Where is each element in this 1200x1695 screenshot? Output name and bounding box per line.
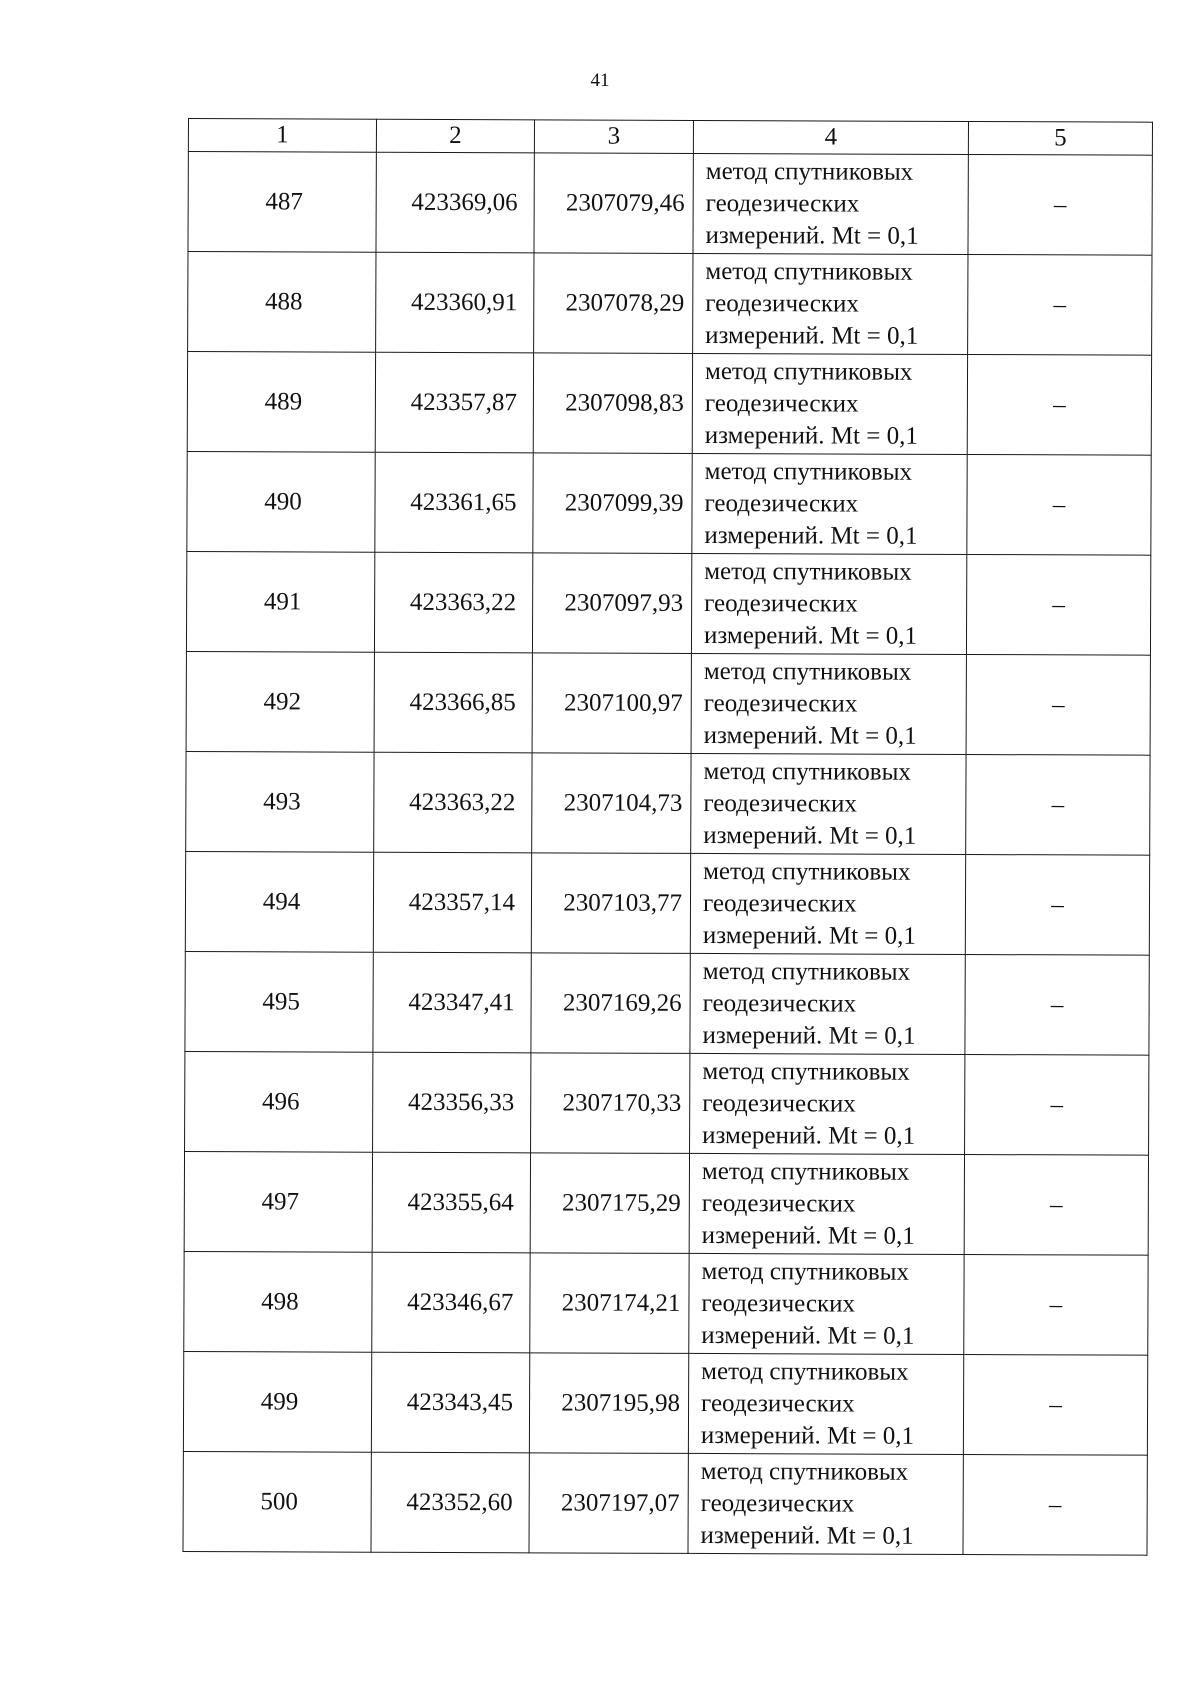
method-text-line: метод спутниковых [700, 1457, 909, 1486]
method-cell [688, 1353, 963, 1454]
x-coordinate-cell: 423360,91 [376, 252, 534, 353]
method-text-line: измерений. Mt = 0,1 [704, 521, 918, 550]
y-coordinate-cell: 2307097,93 [532, 553, 691, 654]
method-cell [690, 1053, 965, 1154]
column-header: 5 [968, 121, 1152, 155]
method-text-line: метод спутниковых [703, 757, 911, 786]
column-header: 4 [693, 120, 968, 154]
method-text-line: метод спутниковых [701, 1157, 910, 1186]
column-header: 1 [188, 119, 376, 153]
method-cell [691, 653, 966, 754]
method-text-line: измерений. Mt = 0,1 [703, 721, 917, 750]
table-row [185, 951, 1149, 1055]
x-coordinate-cell: 423357,14 [373, 852, 531, 953]
note-cell: – [963, 1354, 1147, 1455]
y-coordinate-cell: 2307197,07 [529, 1453, 688, 1554]
y-coordinate-cell: 2307175,29 [530, 1153, 689, 1254]
table-row [186, 551, 1150, 655]
point-number-cell: 500 [183, 1451, 371, 1552]
method-text-line: метод спутниковых [704, 457, 913, 486]
method-text-line: геодезических [701, 1189, 856, 1218]
method-text-line: измерений. Mt = 0,1 [704, 421, 918, 450]
point-number-cell: 487 [188, 152, 376, 253]
method-text-line: геодезических [703, 689, 858, 718]
method-text-line: метод спутниковых [704, 357, 913, 386]
note-cell: – [965, 1054, 1149, 1155]
note-cell: – [965, 854, 1149, 955]
method-text-line: геодезических [704, 489, 859, 518]
note-cell: – [965, 954, 1149, 1055]
method-text-line: метод спутниковых [703, 857, 911, 886]
note-cell: – [967, 454, 1151, 555]
point-number-cell: 489 [187, 352, 375, 453]
y-coordinate-cell: 2307079,46 [534, 153, 693, 254]
note-cell: – [966, 554, 1150, 655]
method-text-line: метод спутниковых [703, 657, 912, 686]
method-text-line: метод спутниковых [705, 257, 913, 286]
table-row [184, 1251, 1148, 1355]
method-cell [692, 353, 967, 454]
method-text-line: геодезических [704, 389, 859, 418]
method-text-line: измерений. Mt = 0,1 [700, 1421, 915, 1450]
x-coordinate-cell: 423366,85 [374, 652, 532, 753]
method-text-line: метод спутниковых [701, 1257, 910, 1286]
table-row [185, 1051, 1149, 1155]
point-number-cell: 495 [185, 951, 373, 1052]
y-coordinate-cell: 2307174,21 [530, 1253, 689, 1354]
table-body [183, 152, 1152, 1556]
y-coordinate-cell: 2307103,77 [531, 853, 690, 954]
x-coordinate-cell: 423363,22 [374, 752, 532, 853]
point-number-cell: 488 [188, 252, 376, 353]
method-cell [693, 253, 968, 354]
note-cell: – [966, 754, 1150, 855]
method-cell [690, 853, 965, 954]
method-text-line: измерений. Mt = 0,1 [702, 1121, 916, 1150]
method-text-line: геодезических [705, 189, 860, 218]
note-cell: – [964, 1154, 1148, 1255]
column-header: 3 [534, 120, 693, 154]
method-text-line: геодезических [700, 1489, 855, 1518]
method-text-line: геодезических [704, 589, 858, 618]
table-row [184, 1151, 1148, 1255]
x-coordinate-cell: 423361,65 [375, 452, 533, 553]
note-cell: – [968, 254, 1152, 355]
y-coordinate-cell: 2307098,83 [533, 353, 692, 454]
point-number-cell: 492 [186, 651, 374, 752]
table-row [185, 851, 1149, 955]
x-coordinate-cell: 423346,67 [372, 1252, 530, 1353]
method-text-line: измерений. Mt = 0,1 [700, 1521, 914, 1550]
x-coordinate-cell: 423357,87 [375, 352, 533, 453]
y-coordinate-cell: 2307078,29 [534, 253, 693, 354]
point-number-cell: 490 [187, 451, 375, 552]
method-text-line: измерений. Mt = 0,1 [703, 621, 918, 650]
note-cell: – [966, 654, 1150, 755]
point-number-cell: 496 [185, 1051, 373, 1152]
y-coordinate-cell: 2307100,97 [532, 653, 691, 754]
note-cell: – [964, 1254, 1148, 1355]
method-text-line: метод спутниковых [702, 1057, 910, 1086]
y-coordinate-cell: 2307099,39 [533, 453, 692, 554]
y-coordinate-cell: 2307104,73 [532, 753, 691, 854]
method-text-line: измерений. Mt = 0,1 [702, 921, 916, 950]
point-number-cell: 497 [184, 1151, 372, 1252]
method-cell [691, 553, 966, 654]
method-text-line: геодезических [702, 889, 857, 918]
note-cell: – [963, 1454, 1147, 1555]
method-text-line: метод спутниковых [704, 557, 912, 586]
method-text-line: измерений. Mt = 0,1 [705, 321, 919, 350]
method-cell [691, 753, 966, 854]
method-cell [690, 953, 965, 1054]
point-number-cell: 499 [183, 1351, 371, 1452]
point-number-cell: 493 [186, 751, 374, 852]
method-text-line: геодезических [701, 1389, 855, 1418]
column-header: 2 [376, 119, 534, 153]
table-row [188, 252, 1152, 356]
table-header-row [188, 119, 1152, 156]
x-coordinate-cell: 423356,33 [373, 1052, 531, 1153]
y-coordinate-cell: 2307170,33 [531, 1053, 690, 1154]
method-text-line: метод спутниковых [705, 157, 914, 186]
method-text-line: геодезических [705, 289, 859, 318]
coordinates-table [182, 118, 1152, 1556]
method-text-line: измерений. Mt = 0,1 [702, 1021, 916, 1050]
x-coordinate-cell: 423363,22 [374, 552, 532, 653]
note-cell: – [968, 154, 1152, 255]
point-number-cell: 494 [185, 851, 373, 952]
y-coordinate-cell: 2307169,26 [531, 953, 690, 1054]
point-number-cell: 498 [184, 1251, 372, 1352]
table-row [187, 451, 1151, 555]
method-text-line: измерений. Mt = 0,1 [705, 221, 919, 250]
method-text-line: измерений. Mt = 0,1 [701, 1221, 915, 1250]
table-row [183, 1451, 1147, 1555]
table-row [183, 1351, 1147, 1455]
method-cell [693, 153, 968, 254]
y-coordinate-cell: 2307195,98 [529, 1353, 688, 1454]
method-text-line: измерений. Mt = 0,1 [703, 821, 917, 850]
x-coordinate-cell: 423352,60 [371, 1452, 529, 1553]
table-row [186, 751, 1150, 855]
method-text-line: измерений. Mt = 0,1 [701, 1321, 915, 1350]
table-row [187, 352, 1151, 456]
table-row [188, 152, 1152, 256]
x-coordinate-cell: 423343,45 [371, 1352, 529, 1453]
note-cell: – [967, 354, 1151, 455]
method-text-line: геодезических [701, 1289, 856, 1318]
method-cell [692, 453, 967, 554]
point-number-cell: 491 [186, 551, 374, 652]
x-coordinate-cell: 423369,06 [376, 152, 534, 253]
table-row [186, 651, 1150, 755]
method-text-line: геодезических [702, 1089, 856, 1118]
method-text-line: метод спутниковых [701, 1357, 909, 1386]
method-text-line: метод спутниковых [702, 957, 911, 986]
method-text-line: геодезических [702, 989, 857, 1018]
x-coordinate-cell: 423355,64 [372, 1152, 530, 1253]
page-number: 41 [590, 70, 610, 91]
method-cell [689, 1153, 964, 1254]
method-cell [688, 1453, 963, 1554]
method-text-line: геодезических [703, 789, 858, 818]
method-cell [689, 1253, 964, 1354]
x-coordinate-cell: 423347,41 [373, 952, 531, 1053]
